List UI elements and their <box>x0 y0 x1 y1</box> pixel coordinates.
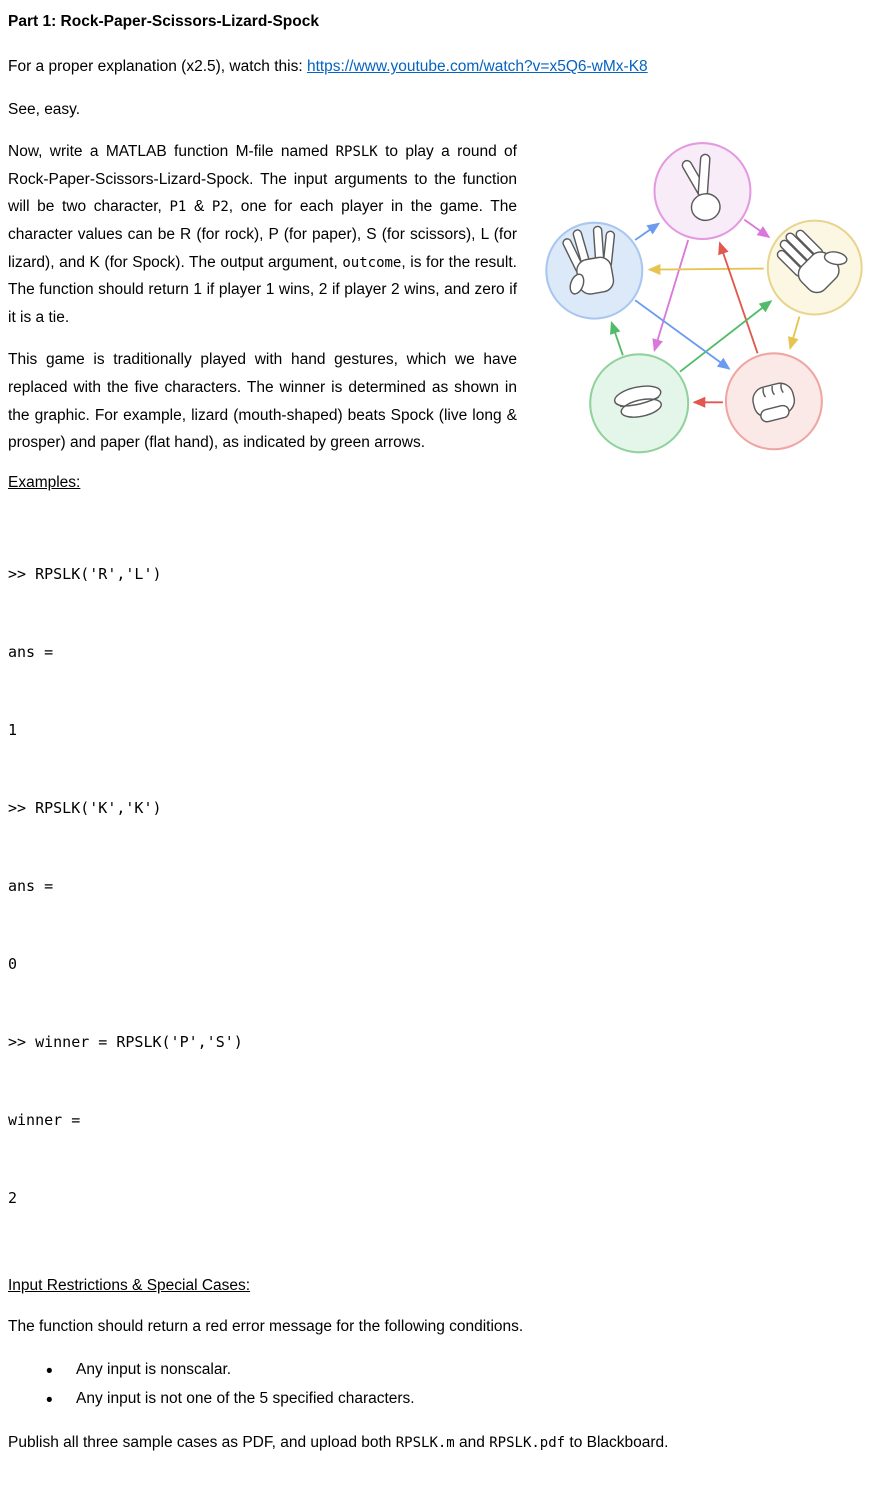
youtube-link[interactable]: https://www.youtube.com/watch?v=x5Q6-wMx-K8 <box>306 58 648 76</box>
publish-segment: to Blackboard. <box>565 1434 669 1452</box>
publish-segment: Publish all three sample cases as PDF, and upload both <box>8 1434 396 1452</box>
inline-code-rpslk-m: RPSLK.m <box>395 1435 455 1452</box>
code-line: 1 <box>8 721 18 740</box>
task-segment: & <box>186 198 212 216</box>
part1-title: Part 1: Rock-Paper-Scissors-Lizard-Spock <box>8 13 319 30</box>
arrow-scissors-to-lizard <box>654 240 688 350</box>
arrow-paper-to-spock <box>649 269 763 270</box>
inline-code-p2: P2 <box>211 199 229 216</box>
code-line: winner = <box>8 1111 81 1130</box>
task-segment: to play a round of Rock-Paper-Scissors-Lizard-Spock. The input arguments to the function will be two character, <box>8 143 517 216</box>
examples-heading: Examples: <box>8 473 81 491</box>
task-segment: , is for the result. The function should return 1 if player 1 wins, 2 if player 2 wins, and zero if it is a tie. <box>8 253 517 326</box>
code-line: ans = <box>8 643 54 662</box>
code-line: 0 <box>8 955 18 974</box>
code-line: >> winner = RPSLK('P','S') <box>8 1033 243 1052</box>
restrictions-intro: The function should return a red error message for the following conditions. <box>8 1318 524 1336</box>
intro-text: For a proper explanation (x2.5), watch this: <box>8 58 307 76</box>
code-line: 2 <box>8 1189 18 1208</box>
restrictions-list <box>8 1356 878 1413</box>
inline-code-outcome: outcome <box>342 254 402 271</box>
task-segment: Now, write a MATLAB function M-file named <box>8 143 336 161</box>
code-line: ans = <box>8 877 54 896</box>
gestures-paragraph: This game is traditionally played with hand gestures, which we have replaced with the five characters. The winner is determined as shown in the graphic. For example, lizard (mouth-shaped) beats Spock (live long & prosper) and paper (flat hand), as indicated by green arrows. <box>8 351 517 452</box>
inline-code-p1: P1 <box>169 199 187 216</box>
inline-code-rpslk: RPSLK <box>335 144 378 161</box>
code-line: >> RPSLK('R','L') <box>8 565 162 584</box>
arrow-scissors-to-paper <box>744 220 768 237</box>
restrictions-heading: Input Restrictions & Special Cases: <box>8 1277 251 1295</box>
intro-paragraph <box>8 53 878 81</box>
restriction-item: • Any input is nonscalar. <box>8 1356 878 1384</box>
see-easy-text: See, easy. <box>8 100 81 118</box>
task-segment: , one for each player in the game. The character values can be R (for rock), P (for paper), S (for scissors), L (for lizard), and K (for Spock). The output argument, <box>8 198 517 271</box>
matlab-console-output <box>8 509 878 1263</box>
publish-paragraph <box>8 1429 878 1457</box>
arrow-paper-to-rock <box>790 317 799 349</box>
arrow-lizard-to-spock <box>612 323 623 356</box>
restriction-item: • Any input is not one of the 5 specified characters. <box>8 1385 878 1413</box>
inline-code-rpslk-pdf: RPSLK.pdf <box>489 1435 566 1452</box>
publish-segment: and <box>454 1434 490 1452</box>
code-line: >> RPSLK('K','K') <box>8 799 162 818</box>
rpsls-diagram <box>531 140 878 458</box>
rpsls-diagram-svg <box>531 140 878 458</box>
arrow-spock-to-scissors <box>635 224 658 240</box>
